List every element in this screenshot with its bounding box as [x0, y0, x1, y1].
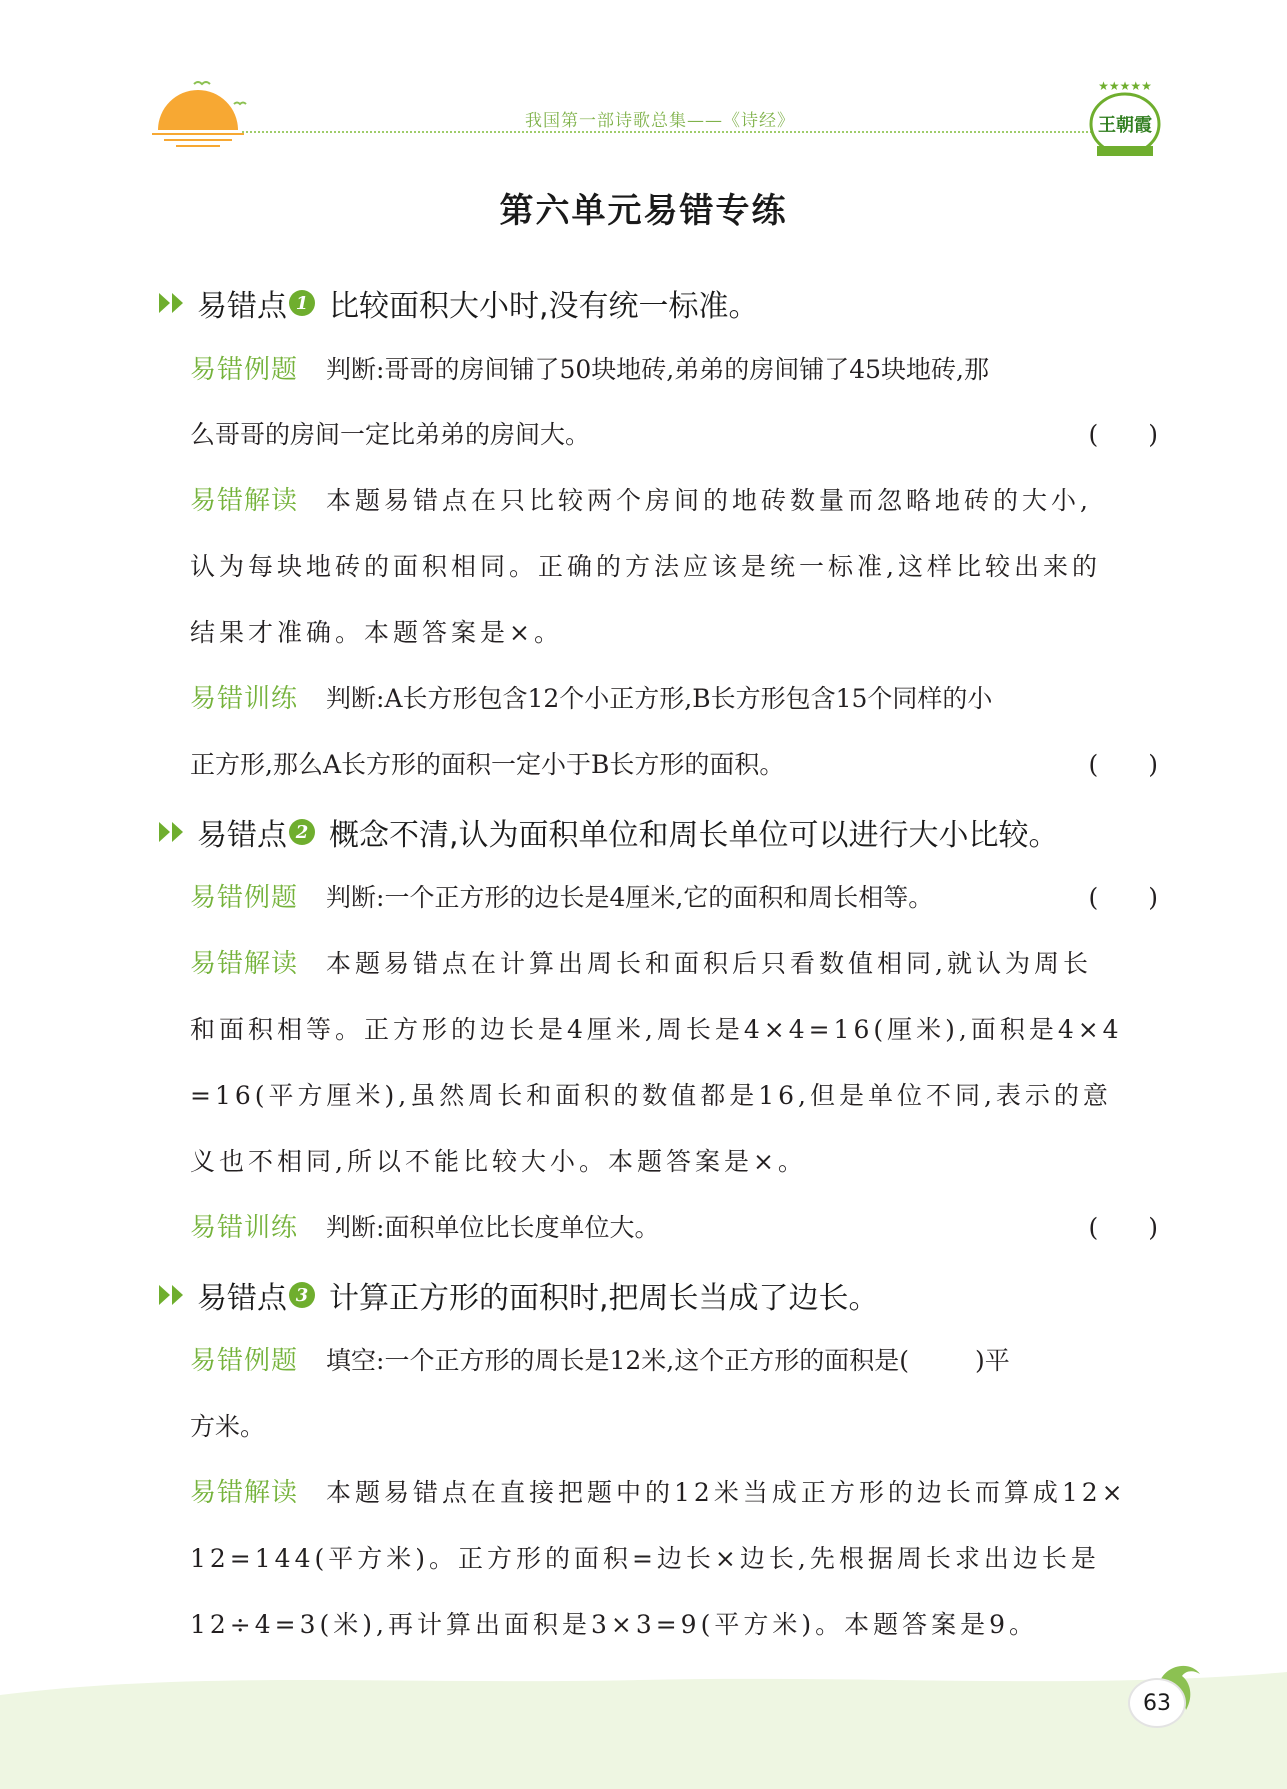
example-line — [190, 878, 1158, 918]
answer-blank[interactable]: ( ) — [1088, 750, 1158, 779]
analysis-line — [190, 1076, 1158, 1116]
error-point-3-heading — [157, 1273, 879, 1317]
practice-line — [190, 679, 1158, 719]
analysis-tag: 易错解读 — [190, 1478, 299, 1508]
analysis-tag: 易错解读 — [190, 486, 299, 516]
analysis-line — [190, 1473, 1158, 1513]
example-tag: 易错例题 — [190, 1346, 299, 1376]
svg-text:王朝霞: 王朝霞 — [1098, 115, 1152, 136]
error-point-title: 概念不清,认为面积单位和周长单位可以进行大小比较。 — [329, 818, 1059, 853]
header-dotted-line — [242, 131, 1092, 133]
analysis-text: 本题易错点在只比较两个房间的地砖数量而忽略地砖的大小, — [326, 486, 1092, 515]
example-line — [190, 1407, 1158, 1447]
error-point-title: 比较面积大小时,没有统一标准。 — [329, 289, 759, 324]
analysis-line — [190, 1142, 1158, 1182]
number-badge: 2 — [289, 819, 315, 845]
error-point-label: 易错点 — [197, 1281, 287, 1316]
number-badge: 1 — [289, 290, 315, 316]
example-tag: 易错例题 — [190, 883, 299, 913]
double-arrow-icon — [157, 819, 191, 845]
analysis-text: 12=144(平方米)。正方形的面积=边长×边长,先根据周长求出边长是 — [190, 1544, 1100, 1573]
analysis-text: 和面积相等。正方形的边长是4厘米,周长是4×4=16(厘米),面积是4×4 — [190, 1015, 1123, 1044]
analysis-line — [190, 944, 1158, 984]
error-point-label: 易错点 — [197, 818, 287, 853]
answer-blank[interactable]: ( ) — [1088, 420, 1158, 449]
practice-text: 判断:A长方形包含12个小正方形,B长方形包含15个同样的小 — [326, 684, 993, 713]
analysis-line — [190, 1539, 1158, 1579]
analysis-line — [190, 547, 1158, 587]
analysis-text: 义也不相同,所以不能比较大小。本题答案是×。 — [190, 1147, 807, 1176]
analysis-text: 本题易错点在直接把题中的12米当成正方形的边长而算成12× — [326, 1478, 1127, 1507]
analysis-text: 12÷4=3(米),再计算出面积是3×3=9(平方米)。本题答案是9。 — [190, 1610, 1038, 1639]
answer-blank[interactable]: ( ) — [1088, 1213, 1158, 1242]
footer-wave — [0, 1660, 1287, 1789]
error-point-1-heading — [157, 281, 759, 325]
double-arrow-icon — [157, 1282, 191, 1308]
brand-badge-icon — [1085, 76, 1165, 166]
analysis-line — [190, 613, 1158, 653]
analysis-text: 结果才准确。本题答案是×。 — [190, 618, 563, 647]
example-text: 判断:哥哥的房间铺了50块地砖,弟弟的房间铺了45块地砖,那 — [326, 355, 989, 384]
example-line — [190, 1341, 1158, 1381]
example-line — [190, 415, 1158, 455]
header-caption: 我国第一部诗歌总集——《诗经》 — [525, 111, 795, 131]
example-tag: 易错例题 — [190, 355, 299, 385]
example-text: 方米。 — [190, 1412, 266, 1441]
number-badge: 3 — [289, 1282, 315, 1308]
practice-tag: 易错训练 — [190, 684, 299, 714]
practice-text: 判断:面积单位比长度单位大。 — [326, 1213, 660, 1242]
practice-line — [190, 1208, 1158, 1248]
practice-tag: 易错训练 — [190, 1213, 299, 1243]
analysis-line — [190, 1010, 1158, 1050]
analysis-line — [190, 481, 1158, 521]
example-text: )平 — [974, 1346, 1010, 1375]
practice-text: 正方形,那么A长方形的面积一定小于B长方形的面积。 — [190, 750, 785, 779]
page-title: 第六单元易错专练 — [499, 191, 788, 231]
practice-line — [190, 745, 1158, 785]
answer-blank[interactable]: ( ) — [1088, 883, 1158, 912]
analysis-text: =16(平方厘米),虽然周长和面积的数值都是16,但是单位不同,表示的意 — [190, 1081, 1112, 1110]
analysis-text: 认为每块地砖的面积相同。正确的方法应该是统一标准,这样比较出来的 — [190, 552, 1101, 581]
error-point-label: 易错点 — [197, 289, 287, 324]
error-point-title: 计算正方形的面积时,把周长当成了边长。 — [329, 1281, 879, 1316]
example-text: 填空:一个正方形的周长是12米,这个正方形的面积是( — [326, 1346, 909, 1375]
svg-text:★★★★★: ★★★★★ — [1098, 79, 1152, 93]
analysis-line — [190, 1605, 1158, 1645]
sunset-icon — [150, 70, 250, 150]
example-text: 么哥哥的房间一定比弟弟的房间大。 — [190, 420, 591, 449]
page-number: 63 — [1128, 1678, 1186, 1728]
error-point-2-heading — [157, 810, 1059, 854]
example-line — [190, 350, 1158, 390]
example-text: 判断:一个正方形的边长是4厘米,它的面积和周长相等。 — [326, 883, 934, 912]
double-arrow-icon — [157, 290, 191, 316]
analysis-tag: 易错解读 — [190, 949, 299, 979]
analysis-text: 本题易错点在计算出周长和面积后只看数值相同,就认为周长 — [326, 949, 1092, 978]
page-header — [0, 0, 1287, 170]
